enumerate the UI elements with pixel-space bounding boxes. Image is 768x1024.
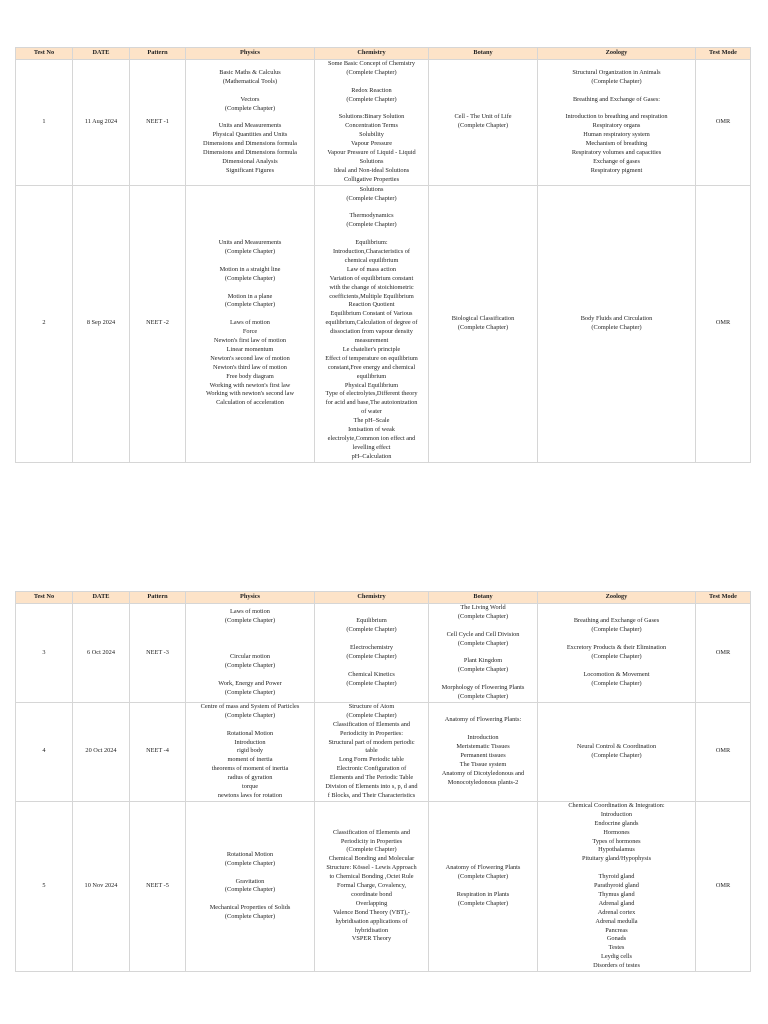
table-row: [16, 60, 751, 186]
cell-line: [188, 626, 312, 635]
cell-line: Some Basic Concept of Chemistry: [327, 60, 416, 67]
cell-line: [431, 882, 535, 891]
cell-text: OMR: [715, 319, 731, 327]
cell-line: [540, 105, 693, 114]
cell-line: (Complete Chapter): [224, 301, 276, 309]
botany-cell: [429, 185, 538, 462]
cell-line: Law of mass action: [346, 265, 397, 273]
cell-line: Work, Energy and Power: [218, 679, 282, 687]
cell-line: (Complete Chapter): [346, 846, 397, 854]
cell-line: levelling effect: [352, 443, 391, 451]
botany-cell: [429, 60, 538, 186]
cell-line: [188, 721, 312, 730]
date-cell: [73, 185, 130, 462]
cell-line: Hypothalamus: [598, 846, 635, 854]
cell-line: Dimensional Analysis: [222, 157, 278, 165]
col-header-date: DATE: [73, 48, 130, 60]
cell-line: Cell - The Unit of Life: [454, 113, 512, 121]
cell-line: Equilibrium Constant of Various: [330, 310, 413, 318]
cell-line: Reaction Quotient: [348, 301, 395, 309]
cell-text: 10 Nov 2024: [84, 882, 118, 890]
cell-line: (Complete Chapter): [224, 711, 276, 719]
physics-cell: [186, 801, 315, 971]
col-header-physics: Physics: [186, 592, 315, 604]
cell-line: Excretory Products & their Elimination: [566, 644, 667, 652]
cell-text: NEET -5: [146, 882, 169, 890]
cell-line: torque: [241, 783, 259, 791]
cell-line: (Complete Chapter): [224, 688, 276, 696]
cell-line: Locomotion & Movement: [583, 670, 650, 678]
cell-line: (Complete Chapter): [346, 626, 397, 634]
cell-line: [540, 87, 693, 96]
cell-line: Adrenal medulla: [595, 917, 638, 925]
test-mode-cell: [696, 702, 751, 801]
cell-line: Thyroid gland: [598, 873, 635, 881]
physics-cell: [186, 604, 315, 703]
cell-line: Dimensions and Dimensions formula: [203, 149, 297, 157]
pattern-cell: [130, 801, 186, 971]
botany-cell: [429, 604, 538, 703]
cell-line: equilibrium,Calculation of degree of: [325, 319, 418, 327]
table-row: [16, 702, 751, 801]
cell-line: VSPER Theory: [351, 935, 392, 943]
cell-line: [540, 864, 693, 873]
cell-line: [188, 644, 312, 653]
cell-line: Periodicity in Properties:: [340, 729, 403, 737]
cell-line: Valence Bond Theory (VBT),-: [333, 908, 410, 916]
cell-line: [540, 662, 693, 671]
cell-line: Testes: [608, 944, 625, 952]
cell-line: Ionisation of weak: [348, 426, 395, 434]
cell-line: measurement: [354, 337, 389, 345]
test-no-cell: [16, 801, 73, 971]
cell-line: (Complete Chapter): [224, 274, 276, 282]
cell-line: Colligative Properties: [343, 175, 400, 183]
chemistry-cell: [315, 702, 429, 801]
col-header-zoology: Zoology: [538, 592, 696, 604]
cell-line: Centre of mass and System of Particles: [200, 702, 300, 710]
cell-line: Vectors: [240, 95, 260, 103]
cell-line: Introduction: [234, 738, 266, 746]
col-header-pattern: Pattern: [130, 592, 186, 604]
cell-line: Chemical Kinetics: [348, 670, 395, 678]
chemistry-cell: [315, 801, 429, 971]
cell-line: (Complete Chapter): [346, 68, 397, 76]
cell-line: theorems of moment of inertia: [211, 765, 289, 773]
cell-line: Gravitation: [235, 877, 265, 885]
cell-line: Meristematic Tissues: [456, 742, 510, 750]
physics-cell: [186, 702, 315, 801]
cell-text: OMR: [715, 747, 731, 755]
cell-line: Circular motion: [229, 652, 271, 660]
cell-line: Leydig cells: [601, 953, 632, 961]
cell-line: Breathing and Exchange of Gases: [573, 617, 660, 625]
header-row: [16, 592, 751, 604]
cell-line: The Tissue system: [459, 760, 507, 768]
cell-text: 6 Oct 2024: [87, 648, 115, 656]
cell-line: [188, 671, 312, 680]
cell-line: [188, 284, 312, 293]
cell-text: 3: [42, 648, 46, 656]
schedule-table-2: [15, 591, 751, 972]
cell-line: chemical equilibrium: [344, 256, 399, 264]
cell-line: (Complete Chapter): [457, 612, 509, 620]
cell-text: 2: [42, 319, 46, 327]
cell-line: Introduction,Characteristics of: [333, 247, 410, 255]
cell-line: table: [365, 747, 378, 755]
cell-line: (Complete Chapter): [457, 693, 509, 701]
test-no-cell: [16, 60, 73, 186]
cell-text: 5: [42, 882, 46, 890]
cell-line: (Complete Chapter): [224, 104, 276, 112]
cell-line: Chemical Coordination & Integration:: [568, 801, 665, 809]
cell-line: coordinate bond: [351, 890, 392, 898]
cell-line: [188, 257, 312, 266]
cell-line: hybridisation applications of: [335, 917, 408, 925]
cell-line: Morphology of Flowering Plants: [441, 684, 525, 692]
table-row: [16, 604, 751, 703]
cell-line: Significant Figures: [225, 166, 275, 174]
chemistry-cell: [315, 604, 429, 703]
pattern-cell: [130, 702, 186, 801]
col-header-test-mode: Test Mode: [696, 592, 751, 604]
cell-line: Variation of equilibrium constant: [329, 274, 414, 282]
cell-line: Solutions: [359, 185, 384, 193]
botany-cell: [429, 702, 538, 801]
cell-text: NEET -4: [146, 747, 169, 755]
cell-line: Electrochemistry: [349, 644, 393, 652]
col-header-test-mode: Test Mode: [696, 48, 751, 60]
cell-line: Structure of Atom: [348, 702, 395, 710]
cell-line: Anatomy of Flowering Plants: [445, 864, 521, 872]
col-header-chemistry: Chemistry: [315, 48, 429, 60]
cell-line: Division of Elements into s, p, d and: [325, 783, 418, 791]
cell-line: Plant Kingdom: [463, 657, 503, 665]
cell-line: Basic Maths & Calculus: [219, 68, 281, 76]
cell-line: Solutions:Binary Solution: [338, 113, 405, 121]
cell-line: (Complete Chapter): [346, 95, 397, 103]
cell-text: 8 Sep 2024: [86, 319, 116, 327]
table-row: [16, 185, 751, 462]
cell-line: Force: [242, 328, 258, 336]
cell-line: newtons laws for rotation: [217, 791, 283, 799]
cell-line: [317, 230, 426, 239]
test-no-cell: [16, 604, 73, 703]
cell-line: Le chatelier's principle: [342, 345, 401, 353]
cell-text: 20 Oct 2024: [85, 747, 117, 755]
cell-line: [188, 635, 312, 644]
cell-line: Rotational Motion: [226, 850, 274, 858]
cell-line: Physical Equilibrium: [344, 381, 399, 389]
cell-line: Laws of motion: [230, 319, 270, 327]
cell-line: (Complete Chapter): [457, 323, 509, 331]
cell-line: Laws of motion: [230, 608, 270, 616]
cell-line: Structural Organization in Animals: [572, 68, 661, 76]
cell-line: Introduction to breathing and respiration: [565, 113, 668, 121]
cell-line: (Complete Chapter): [457, 666, 509, 674]
cell-line: Overlapping: [355, 899, 388, 907]
cell-text: NEET -3: [146, 648, 169, 656]
cell-line: Solutions: [359, 157, 384, 165]
cell-line: Types of hormones: [592, 837, 641, 845]
cell-line: Newton's third law of motion: [213, 363, 287, 371]
cell-line: Adrenal gland: [598, 899, 635, 907]
chemistry-cell: [315, 60, 429, 186]
cell-line: (Complete Chapter): [346, 679, 397, 687]
cell-line: Hormones: [603, 828, 630, 836]
cell-line: (Complete Chapter): [224, 661, 276, 669]
cell-line: to Chemical Bonding ,Octet Rule: [329, 873, 414, 881]
cell-line: Pancreas: [605, 926, 628, 934]
cell-text: 1: [42, 117, 46, 125]
cell-line: [188, 113, 312, 122]
cell-line: [188, 87, 312, 96]
cell-line: Redox Reaction: [351, 86, 392, 94]
cell-line: Type of electrolytes,Different theory: [325, 390, 418, 398]
cell-line: Permanent tissues: [460, 751, 506, 759]
cell-line: [431, 649, 535, 658]
cell-line: Classification of Elements and: [332, 720, 411, 728]
date-cell: [73, 60, 130, 186]
cell-line: Monocotyledonous plants-2: [447, 778, 519, 786]
date-cell: [73, 801, 130, 971]
col-header-pattern: Pattern: [130, 48, 186, 60]
cell-line: The Living World: [460, 604, 506, 611]
cell-line: of water: [361, 408, 382, 416]
physics-cell: [186, 185, 315, 462]
test-mode-cell: [696, 60, 751, 186]
cell-line: electrolyte,Common ion effect and: [327, 435, 416, 442]
cell-line: Respiration in Plants: [456, 890, 510, 898]
cell-line: [540, 635, 693, 644]
cell-line: hybridisation: [354, 926, 389, 934]
cell-text: OMR: [715, 648, 731, 656]
chemistry-cell: [315, 185, 429, 462]
cell-line: (Complete Chapter): [224, 913, 276, 921]
cell-line: Periodicity in Properties: [340, 837, 403, 845]
cell-line: (Complete Chapter): [591, 652, 642, 660]
cell-text: NEET -1: [146, 117, 169, 125]
cell-line: Free body diagram: [226, 372, 274, 380]
cell-line: Working with newton's second law: [205, 390, 295, 398]
cell-line: Structure: Kössel - Lewis Approach: [326, 864, 417, 872]
test-mode-cell: [696, 185, 751, 462]
cell-line: (Complete Chapter): [346, 711, 397, 719]
cell-line: Concentration Terms: [345, 122, 398, 130]
col-header-test-no: Test No: [16, 592, 73, 604]
cell-line: Calculation of acceleration: [216, 399, 284, 407]
cell-line: Pituitary gland/Hypophysis: [581, 855, 652, 863]
cell-line: Rotational Motion: [226, 729, 274, 737]
table-body: [16, 604, 751, 972]
cell-line: Structural part of modern periodic: [328, 738, 415, 746]
zoology-cell: [538, 702, 696, 801]
cell-line: Units and Measurements: [218, 122, 282, 130]
cell-line: Exchange of gases: [593, 157, 640, 165]
cell-line: Classification of Elements and: [332, 828, 411, 836]
date-cell: [73, 702, 130, 801]
cell-line: Adrenal cortex: [597, 908, 636, 916]
cell-line: for acid and base,The autoionization: [325, 399, 418, 407]
cell-line: Working with newton's first law: [209, 381, 291, 389]
cell-line: Formal Charge, Covalency,: [336, 882, 407, 890]
zoology-cell: [538, 801, 696, 971]
cell-line: [188, 310, 312, 319]
cell-line: Units and Measurements: [218, 239, 282, 247]
cell-line: [317, 203, 426, 212]
cell-line: Equilibrium:: [355, 239, 388, 247]
cell-line: (Mathematical Tools): [222, 77, 278, 85]
pattern-cell: [130, 604, 186, 703]
cell-line: Biological Classification: [451, 314, 515, 322]
pattern-cell: [130, 185, 186, 462]
zoology-cell: [538, 60, 696, 186]
cell-line: Elements and The Periodic Table: [329, 774, 414, 782]
cell-line: Electronic Configuration of: [336, 765, 407, 773]
cell-line: Thermodynamics: [349, 212, 394, 220]
cell-line: Respiratory organs: [592, 122, 641, 130]
cell-line: rigid body: [236, 747, 264, 755]
cell-line: [317, 105, 426, 114]
cell-line: (Complete Chapter): [457, 639, 509, 647]
cell-line: Solubility: [359, 131, 384, 139]
test-no-cell: [16, 185, 73, 462]
cell-line: (Complete Chapter): [591, 323, 642, 331]
cell-line: Chemical Bonding and Molecular: [328, 855, 415, 863]
cell-line: Physical Quantities and Units: [212, 131, 288, 139]
cell-line: with the change of stoichiometric: [329, 283, 414, 291]
cell-line: Gonads: [606, 935, 627, 943]
cell-line: (Complete Chapter): [224, 617, 276, 625]
cell-line: Parathyroid gland: [594, 882, 639, 890]
cell-line: f Blocks, and Their Characteristics: [327, 791, 416, 799]
test-mode-cell: [696, 801, 751, 971]
cell-line: Introduction: [600, 810, 633, 818]
cell-line: (Complete Chapter): [224, 886, 276, 894]
cell-line: [431, 725, 535, 734]
col-header-zoology: Zoology: [538, 48, 696, 60]
cell-line: Mechanical Properties of Solids: [209, 904, 291, 912]
cell-line: (Complete Chapter): [591, 626, 642, 634]
cell-line: [317, 78, 426, 87]
table-row: [16, 801, 751, 971]
cell-line: Dimensions and Dimensions formula: [203, 140, 297, 148]
cell-line: Equilibrium: [356, 617, 387, 625]
cell-line: (Complete Chapter): [346, 221, 397, 229]
cell-line: Endocrine glands: [594, 819, 639, 827]
cell-line: equilibrium: [356, 372, 387, 380]
cell-text: OMR: [715, 882, 731, 890]
cell-line: (Complete Chapter): [224, 859, 276, 867]
cell-line: Disorders of testes: [593, 962, 640, 970]
cell-line: (Complete Chapter): [346, 194, 397, 202]
cell-line: Vapour Pressure of Liquid - Liquid: [327, 149, 416, 157]
zoology-cell: [538, 604, 696, 703]
cell-line: (Complete Chapter): [457, 873, 509, 881]
cell-line: Effect of temperature on equilibrium: [325, 354, 418, 362]
cell-line: dissociation from vapour density: [330, 328, 413, 336]
cell-line: Motion in a straight line: [219, 265, 281, 273]
cell-line: constant,Free energy and chemical: [327, 363, 416, 371]
cell-line: Vapour Pressure: [350, 140, 393, 148]
test-no-cell: [16, 702, 73, 801]
cell-line: Introduction: [467, 734, 499, 742]
cell-text: 11 Aug 2024: [84, 117, 118, 125]
cell-line: (Complete Chapter): [591, 77, 642, 85]
cell-line: (Complete Chapter): [591, 751, 642, 759]
col-header-test-no: Test No: [16, 48, 73, 60]
cell-line: Linear momentum: [226, 345, 274, 353]
cell-line: Motion in a plane: [227, 292, 273, 300]
cell-line: Respiratory volumes and capacities: [571, 149, 662, 157]
cell-line: [317, 662, 426, 671]
cell-line: pH–Calculation: [351, 452, 392, 460]
zoology-cell: [538, 185, 696, 462]
cell-line: [431, 622, 535, 631]
cell-line: Neural Control & Coordination: [576, 743, 657, 750]
cell-line: Newton's first law of motion: [213, 337, 287, 345]
cell-line: Thymus gland: [598, 890, 635, 898]
cell-line: Anatomy of Dicotyledonous and: [441, 769, 525, 777]
physics-cell: [186, 60, 315, 186]
cell-line: Ideal and Non-ideal Solutions: [333, 166, 410, 174]
cell-line: [188, 869, 312, 878]
schedule-table-1: [15, 47, 751, 463]
test-mode-cell: [696, 604, 751, 703]
table-body: [16, 60, 751, 463]
cell-line: Mechanism of breathing: [585, 140, 648, 148]
cell-line: Anatomy of Flowering Plants:: [444, 716, 522, 724]
cell-line: [431, 675, 535, 684]
cell-text: 4: [42, 747, 46, 755]
cell-line: Long Form Periodic table: [339, 756, 404, 764]
pattern-cell: [130, 60, 186, 186]
cell-line: Human respiratory system: [583, 131, 650, 139]
cell-line: (Complete Chapter): [457, 899, 509, 907]
col-header-botany: Botany: [429, 592, 538, 604]
cell-line: (Complete Chapter): [591, 679, 642, 687]
col-header-botany: Botany: [429, 48, 538, 60]
cell-line: (Complete Chapter): [224, 248, 276, 255]
cell-line: Newton's second law of motion: [210, 354, 290, 362]
cell-line: Respiratory pigment: [590, 166, 643, 174]
col-header-physics: Physics: [186, 48, 315, 60]
botany-cell: [429, 801, 538, 971]
cell-line: coefficients,Multiple Equilibrium: [329, 292, 414, 300]
cell-line: [188, 895, 312, 904]
header-row: [16, 48, 751, 60]
date-cell: [73, 604, 130, 703]
cell-line: Breathing and Exchange of Gases:: [572, 95, 661, 103]
cell-line: moment of inertia: [227, 756, 273, 764]
cell-text: OMR: [715, 117, 731, 125]
cell-line: [317, 635, 426, 644]
cell-line: The pH–Scale: [353, 417, 390, 425]
cell-text: NEET -2: [146, 319, 169, 327]
col-header-date: DATE: [73, 592, 130, 604]
cell-line: radius of gyration: [227, 774, 273, 782]
cell-line: Body Fluids and Circulation: [580, 314, 653, 322]
cell-line: (Complete Chapter): [457, 122, 509, 130]
cell-line: (Complete Chapter): [346, 652, 397, 660]
cell-line: Cell Cycle and Cell Division: [446, 630, 520, 638]
col-header-chemistry: Chemistry: [315, 592, 429, 604]
